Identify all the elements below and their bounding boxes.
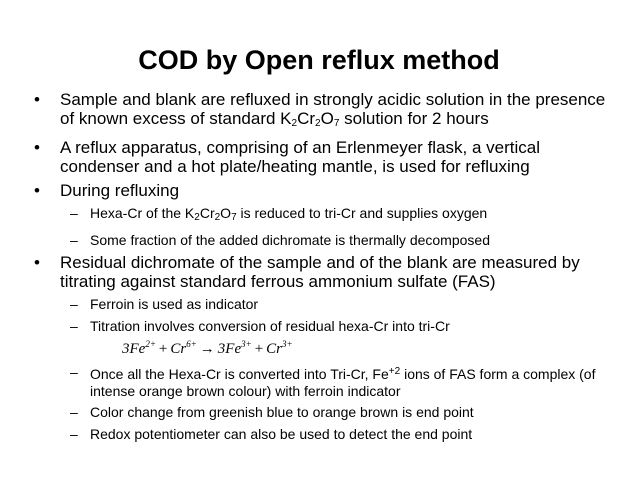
subscript: 2 [291, 118, 298, 129]
equation-term: Cr [266, 341, 283, 357]
subbullet-text: Redox potentiometer can also be used to detect the end point [90, 425, 473, 442]
equation-arrow: → [199, 341, 215, 357]
subbullet-marker: – [70, 425, 78, 442]
subbullet-text: is reduced to tri-Cr and supplies oxygen [236, 205, 488, 221]
subscript: 2 [214, 212, 221, 223]
equation-term: 3Fe [217, 341, 242, 357]
bullet-reflux-apparatus [30, 138, 620, 176]
superscript: 3+ [241, 339, 252, 349]
subbullet-thermal-decomposition [30, 232, 620, 249]
subbullet-text: Cr [199, 205, 215, 221]
subbullet-marker: – [70, 231, 78, 248]
subbullet-marker: – [70, 296, 78, 312]
equation-operator: + [158, 341, 168, 357]
bullet-text: Cr [297, 109, 316, 128]
subbullet-titration [30, 318, 620, 335]
bullet-during-refluxing [30, 181, 620, 200]
slide-body [30, 90, 620, 447]
subbullet-fas-complex [30, 364, 620, 399]
subbullet-text: Titration involves conversion of residual hexa-Cr into tri-Cr [90, 317, 450, 334]
superscript: 6+ [186, 339, 197, 349]
subbullet-text: O [220, 205, 232, 221]
bullet-reflux-sample [30, 90, 620, 133]
slide-title: COD by Open reflux method [138, 45, 500, 75]
subscript: 2 [315, 118, 321, 129]
equation-operator: + [254, 341, 264, 357]
subbullet-text: Ferroin is used as indicator [90, 296, 259, 312]
subbullet-text: Hexa-Cr of the K [90, 205, 195, 221]
subscript: 7 [231, 212, 237, 223]
subbullet-redox-potentiometer [30, 426, 620, 443]
bullet-text: solution for 2 hours [339, 109, 489, 128]
subscript: 2 [194, 212, 200, 223]
subscript: 7 [333, 118, 340, 129]
bullet-marker: • [34, 138, 40, 157]
subbullet-marker: – [70, 317, 78, 334]
superscript: +2 [388, 366, 401, 377]
equation-term: 3Fe [122, 341, 146, 357]
subbullet-marker: – [70, 404, 78, 420]
subbullet-color-change [30, 404, 620, 421]
superscript: 2+ [145, 339, 156, 349]
bullet-text: A reflux apparatus, comprising of an Erlenmeyer flask, a vertical condenser and a hot plate/heating mantle, is used for refluxing [60, 138, 540, 176]
bullet-text: During refluxing [60, 181, 180, 200]
equation-term: Cr [170, 341, 187, 357]
bullet-text: O [320, 109, 334, 128]
titration-equation [30, 335, 620, 358]
bullet-marker: • [34, 253, 40, 272]
subbullet-marker: – [70, 364, 78, 380]
subbullet-text: ions of FAS form a complex (of intense orange brown colour) with ferroin indicator [90, 366, 596, 399]
subbullet-text: Once all the Hexa-Cr is converted into Tri-Cr, Fe [90, 366, 389, 382]
superscript: 3+ [282, 339, 293, 349]
bullet-residual-dichromate [30, 253, 620, 291]
subbullet-text: Some fraction of the added dichromate is thermally decomposed [90, 231, 490, 248]
bullet-text: Sample and blank are refluxed in strongly acidic solution in the presence of known excess of standard K [60, 90, 606, 128]
bullet-marker: • [34, 90, 40, 109]
subbullet-hexa-cr-reduced [30, 205, 620, 227]
subbullet-text: Color change from greenish blue to orange brown is end point [90, 404, 474, 420]
bullet-marker: • [34, 181, 40, 200]
subbullet-ferroin-indicator [30, 296, 620, 313]
subbullet-marker: – [70, 205, 78, 221]
bullet-text: Residual dichromate of the sample and of the blank are measured by titrating against standard ferrous ammonium sulfate (FAS) [60, 253, 580, 291]
